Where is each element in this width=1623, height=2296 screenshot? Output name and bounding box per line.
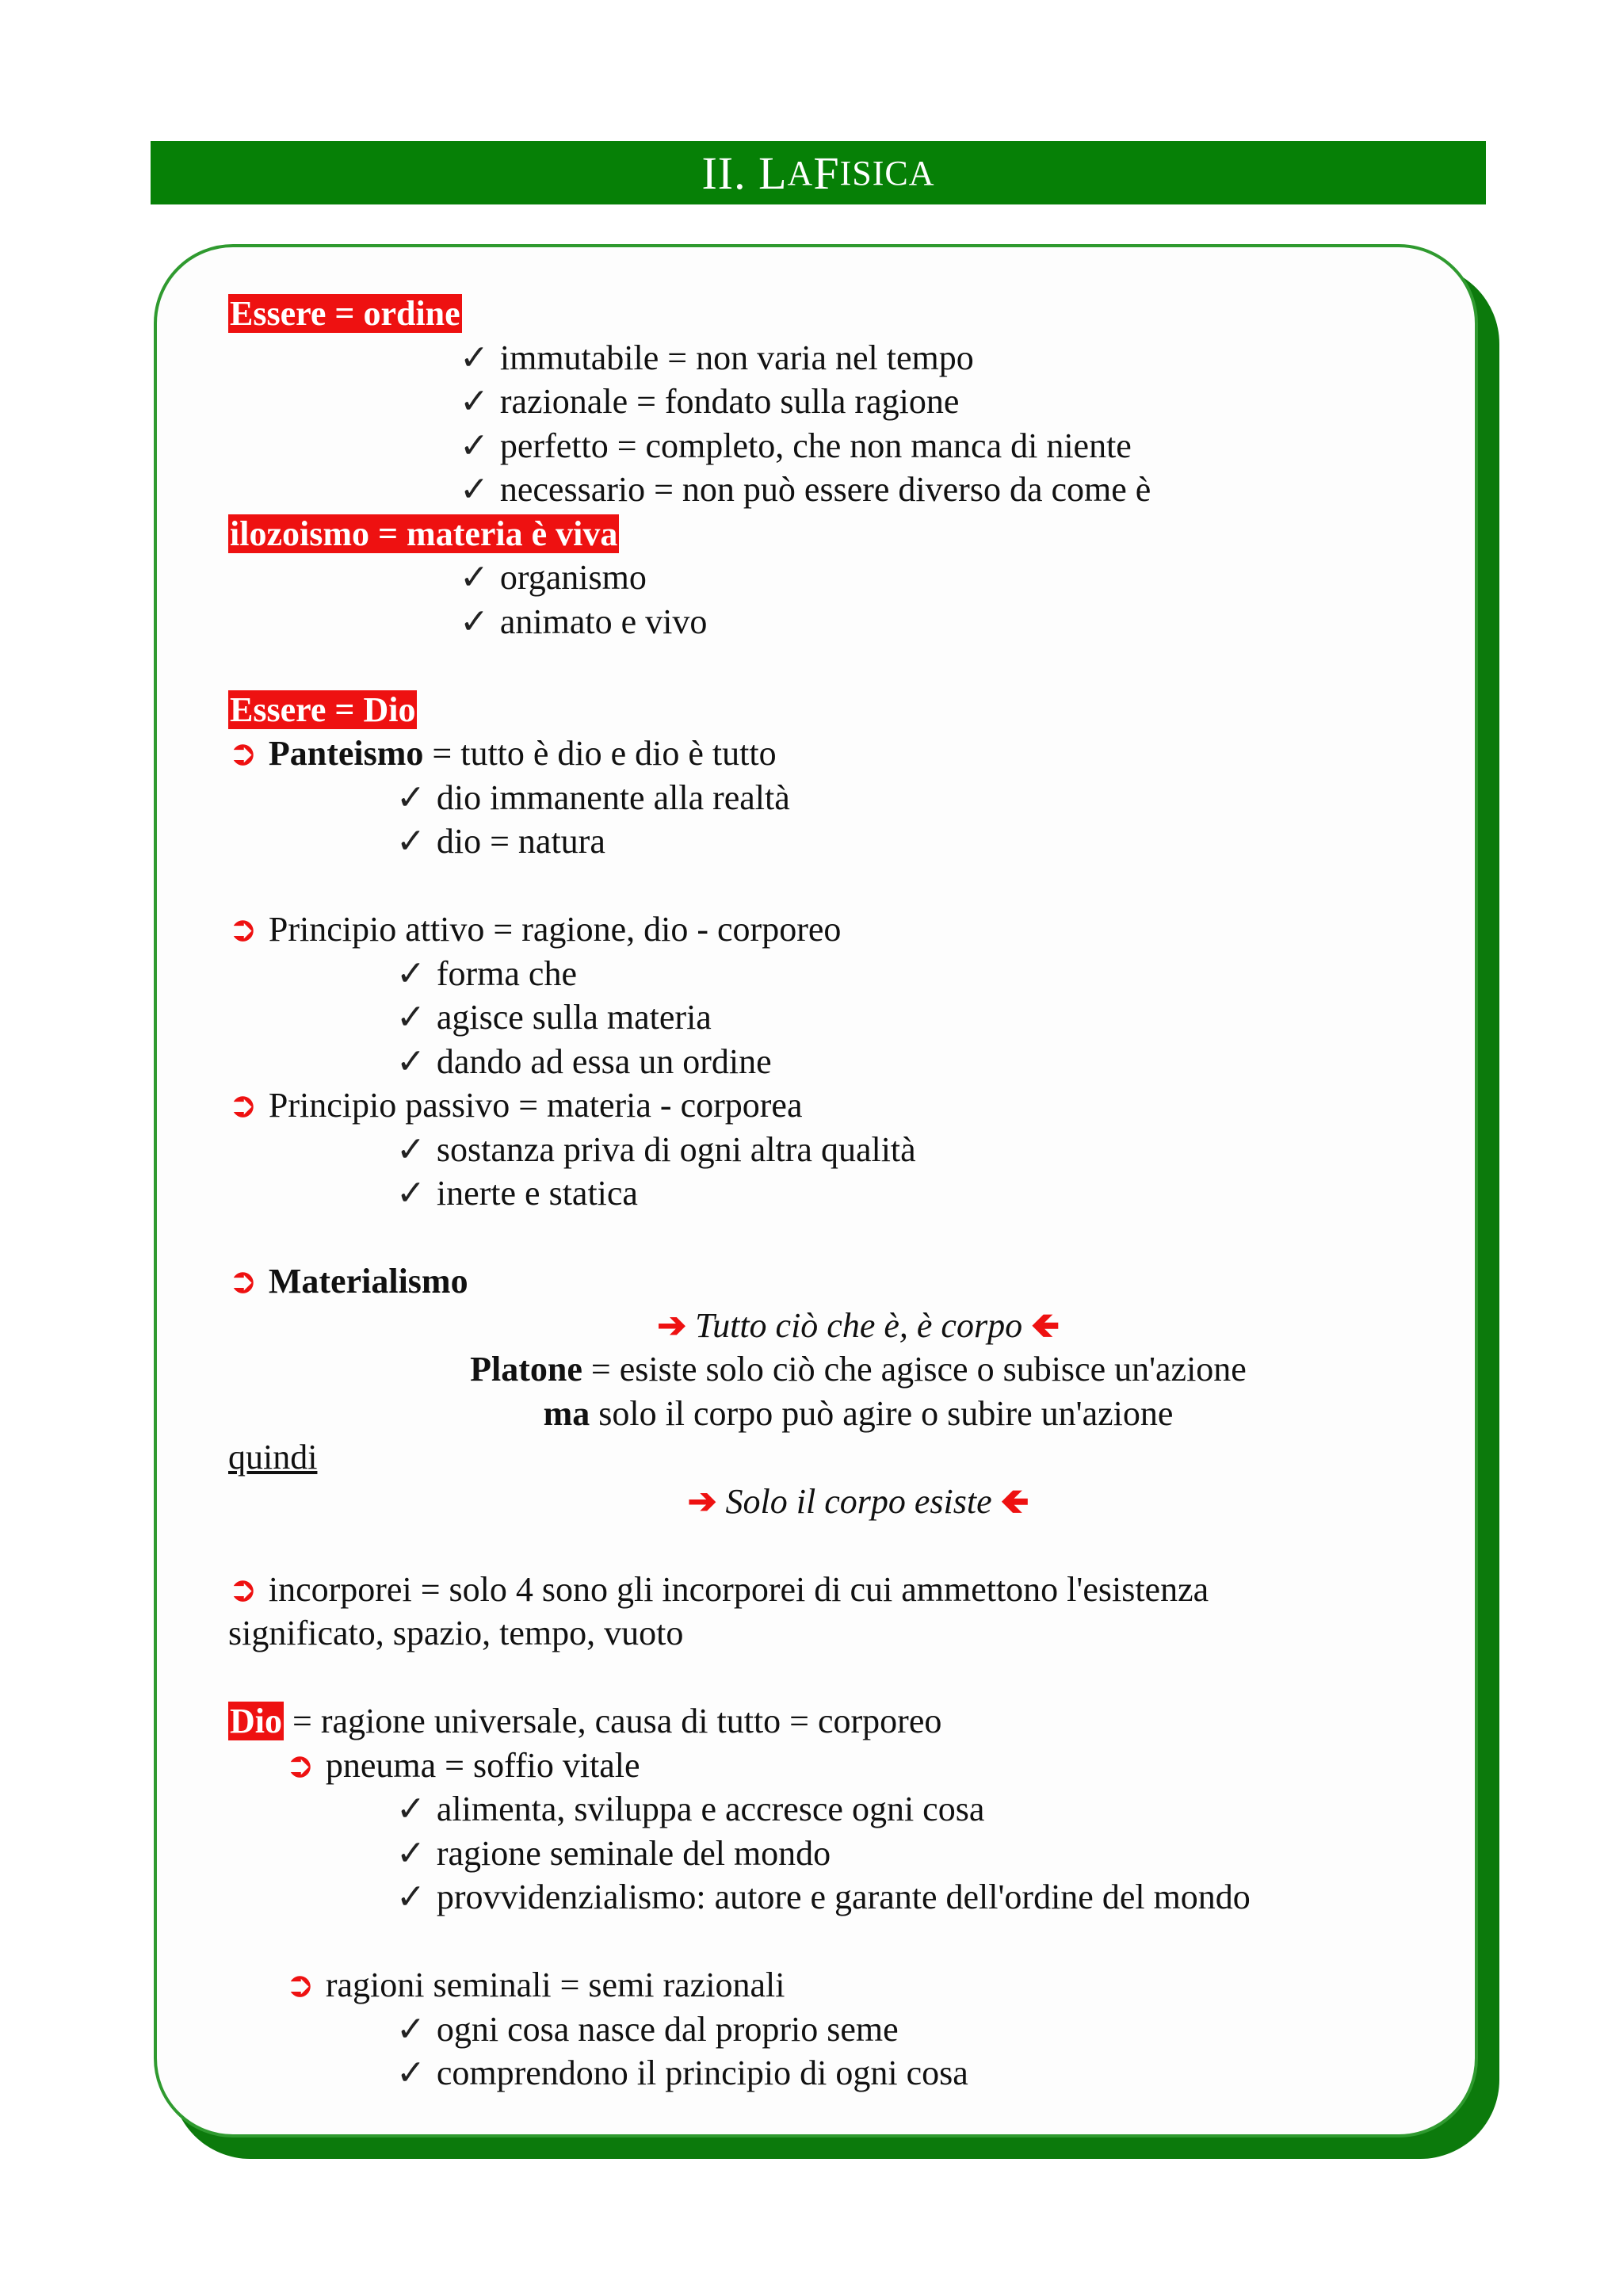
list-item: ✓ sostanza priva di ogni altra qualità [396, 1129, 916, 1169]
check-icon: ✓ [460, 558, 489, 597]
check-icon: ✓ [460, 602, 489, 641]
list-item: ✓ forma che [396, 953, 577, 993]
title-text: A [787, 153, 814, 193]
heading-dio: Dio [230, 1702, 282, 1740]
list-item: ➲ pneuma = soffio vitale [285, 1745, 640, 1785]
check-icon: ✓ [396, 1129, 426, 1169]
circle-arrow-icon: ➲ [228, 1086, 258, 1125]
page-title [151, 141, 1486, 204]
circle-arrow-icon: ➲ [228, 910, 258, 949]
list-item: ✓ inerte e statica [396, 1174, 638, 1213]
quindi-label: quindi [228, 1438, 318, 1477]
text-line: Platone = esiste solo ciò che agisce o subisce un'azione [470, 1350, 1247, 1389]
circle-arrow-icon: ➲ [228, 734, 258, 773]
motto: ➔ Tutto ciò che è, è corpo 🡸 [657, 1305, 1060, 1345]
title-text: II. L [701, 147, 788, 199]
check-icon: ✓ [460, 382, 489, 421]
arrow-right-icon: ➔ [687, 1481, 717, 1521]
check-icon: ✓ [396, 777, 426, 817]
list-item: ➲ Panteismo = tutto è dio e dio è tutto [228, 734, 777, 773]
check-icon: ✓ [396, 2009, 426, 2049]
list-item: ✓ dio = natura [396, 822, 605, 861]
motto: ➔ Solo il corpo esiste 🡸 [687, 1481, 1029, 1521]
check-icon: ✓ [460, 470, 489, 509]
list-item: ✓ agisce sulla materia [396, 998, 712, 1037]
heading-essere-ordine: Essere = ordine [230, 294, 460, 333]
title-text: F [813, 147, 840, 199]
circle-arrow-icon: ➲ [285, 1745, 315, 1785]
list-item: ✓ immutabile = non varia nel tempo [460, 338, 974, 377]
check-icon: ✓ [396, 1833, 426, 1873]
list-item: ➲ ragioni seminali = semi razionali [285, 1966, 785, 2004]
list-item: ✓ razionale = fondato sulla ragione [460, 382, 960, 421]
text-line: significato, spazio, tempo, vuoto [228, 1614, 684, 1652]
list-item: ✓ perfetto = completo, che non manca di niente [460, 426, 1132, 465]
list-item: ➲ Materialismo [228, 1262, 468, 1301]
check-icon: ✓ [460, 338, 489, 377]
check-icon: ✓ [396, 1041, 426, 1081]
notes-content [228, 292, 1417, 2095]
check-icon: ✓ [396, 1174, 426, 1213]
arrow-left-icon: 🡸 [1000, 1481, 1029, 1521]
check-icon: ✓ [396, 953, 426, 993]
list-item: ✓ organismo [460, 558, 647, 597]
check-icon: ✓ [396, 2053, 426, 2092]
heading-essere-dio: Essere = Dio [230, 690, 416, 729]
check-icon: ✓ [396, 1878, 426, 1916]
list-item: ✓ alimenta, sviluppa e accresce ogni cosa [396, 1790, 985, 1828]
check-icon: ✓ [396, 1790, 426, 1828]
check-icon: ✓ [396, 998, 426, 1037]
heading-ilozoismo: ilozoismo = materia è viva [230, 514, 618, 553]
list-item: ➲ Principio attivo = ragione, dio - corporeo [228, 910, 842, 949]
list-item: ✓ ragione seminale del mondo [396, 1833, 831, 1873]
list-item: ✓ dio immanente alla realtà [396, 777, 790, 817]
list-item: ➲ Principio passivo = materia - corporea [228, 1086, 803, 1125]
list-item: ✓ necessario = non può essere diverso da come è [460, 470, 1151, 509]
check-icon: ✓ [460, 426, 489, 465]
title-text: ISICA [839, 153, 935, 193]
list-item: ✓ comprendono il principio di ogni cosa [396, 2053, 968, 2092]
list-item: ➲ incorporei = solo 4 sono gli incorporei di cui ammettono l'esistenza [228, 1569, 1209, 1609]
circle-arrow-icon: ➲ [228, 1569, 258, 1609]
check-icon: ✓ [396, 822, 426, 861]
arrow-right-icon: ➔ [657, 1305, 687, 1345]
list-item: ✓ provvidenzialismo: autore e garante dell'ordine del mondo [396, 1878, 1251, 1916]
list-item: ✓ dando ad essa un ordine [396, 1041, 772, 1081]
circle-arrow-icon: ➲ [228, 1262, 258, 1301]
text-line: Dio = ragione universale, causa di tutto = corporeo [230, 1702, 942, 1740]
list-item: ✓ animato e vivo [460, 602, 708, 641]
text-line: ma solo il corpo può agire o subire un'azione [543, 1393, 1174, 1433]
list-item: ✓ ogni cosa nasce dal proprio seme [396, 2009, 899, 2049]
circle-arrow-icon: ➲ [285, 1966, 315, 2004]
arrow-left-icon: 🡸 [1031, 1305, 1060, 1345]
